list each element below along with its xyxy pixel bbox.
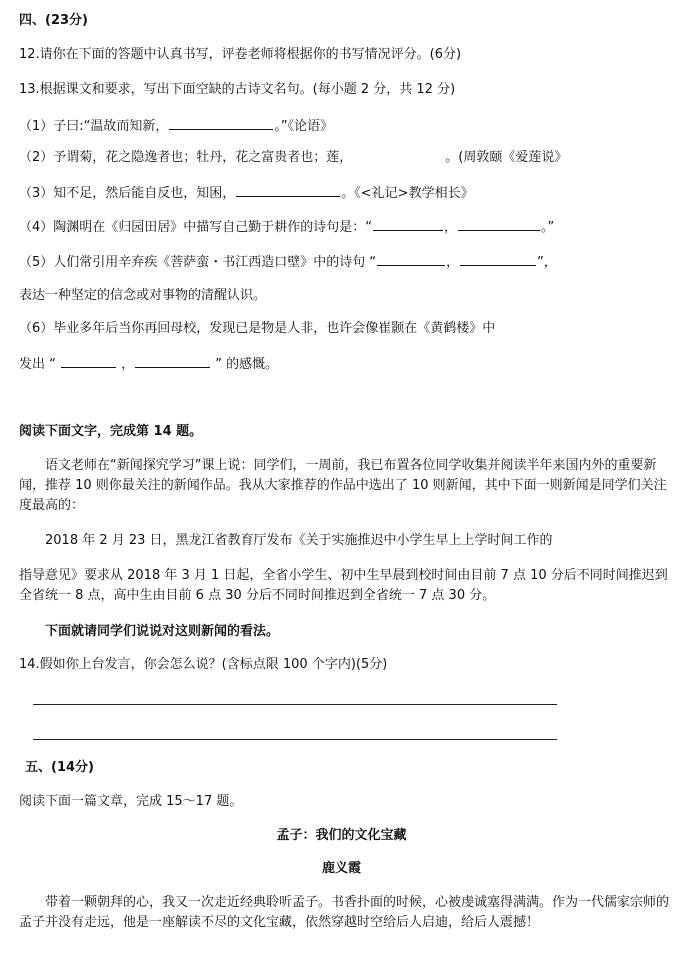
section-4-heading: 四、(23分)	[19, 13, 88, 28]
item-3-source: 。《<礼记>教学相长》	[341, 186, 474, 201]
item-2-text: （2）予谓菊，花之隐逸者也；牡丹，花之富贵者也；莲，	[19, 150, 353, 165]
reading-14-instruction: 阅读下面文字，完成第 14 题。	[19, 424, 203, 439]
answer-blank[interactable]	[377, 251, 445, 266]
item-5-end: ”，	[537, 255, 557, 270]
q13-item-6-continued	[19, 353, 671, 375]
q13-item-3	[19, 182, 671, 204]
item-6-text: 发出 “	[19, 357, 60, 372]
section-5-heading: 五、(14分)	[25, 760, 94, 775]
article-title: 孟子：我们的文化宝藏	[276, 828, 407, 843]
item-4-text: （4）陶渊明在《归园田居》中描写自己勤于耕作的诗句是：“	[19, 220, 373, 235]
item-4-end: 。”	[541, 220, 555, 235]
answer-blank[interactable]	[373, 216, 443, 231]
q13-item-5-continued: 表达一种坚定的信念或对事物的清醒认识。	[19, 288, 267, 303]
item-6-comma: ，	[117, 357, 135, 372]
item-5-comma: ，	[446, 255, 460, 270]
answer-blank[interactable]	[460, 251, 536, 266]
reading-14-paragraph-1: 语文老师在“新闻探究学习”课上说：同学们，一周前，我已布置各位同学收集并阅读半年来国内外的重要新闻，推荐 10 则你最关注的新闻作品。我从大家推荐的作品中选出了 10 则新闻，其中下面一则新闻是同学们关注度最高的：	[19, 458, 667, 513]
item-6-end: ” 的感慨。	[211, 357, 279, 372]
q13-item-6: （6）毕业多年后当你再回母校，发现已是物是人非，也许会像崔颢在《黄鹤楼》中	[19, 321, 496, 336]
item-3-text: （3）知不足，然后能自反也，知困，	[19, 186, 236, 201]
section-5-instruction: 阅读下面一篇文章，完成 15～17 题。	[19, 794, 243, 809]
question-14: 14.假如你上台发言，你会怎么说？(含标点限 100 个字内)(5分)	[19, 657, 388, 672]
item-2-source: 。(周敦颐《爱莲说》	[445, 150, 568, 165]
answer-blank[interactable]	[61, 353, 116, 368]
item-4-comma: ，	[444, 220, 458, 235]
q13-item-1	[19, 115, 671, 137]
article-paragraph-1: 带着一颗朝拜的心，我又一次走近经典聆听孟子。书香扑面的时候，心被虔诚塞得满满。作为一代儒家宗师的孟子并没有走远，他是一座解读不尽的文化宝藏，依然穿越时空给后人启迪，给后人震撼！	[19, 895, 670, 930]
answer-blank[interactable]	[236, 182, 340, 197]
reading-14-paragraph-2: 2018 年 2 月 23 日，黑龙江省教育厅发布《关于实施推迟中小学生早上上学时间工作的	[45, 533, 553, 548]
question-13: 13.根据课文和要求，写出下面空缺的古诗文名句。(每小题 2 分，共 12 分)	[19, 82, 456, 97]
answer-blank[interactable]	[169, 115, 273, 130]
answer-blank[interactable]	[135, 353, 210, 368]
q13-item-2	[19, 148, 671, 168]
reading-14-paragraph-2-continued: 指导意见》要求从 2018 年 3 月 1 日起，全省小学生、初中生早晨到校时间由目前 7 点 10 分后不同时间推迟到全省统一 8 点，高中生由目前 6 点 30 分后不同时间推迟到全省统一 7 点 30 分。	[19, 568, 668, 603]
answer-line[interactable]	[33, 704, 557, 705]
question-12: 12.请你在下面的答题中认真书写，评卷老师将根据你的书写情况评分。(6分)	[19, 47, 462, 62]
answer-blank[interactable]	[458, 216, 540, 231]
q13-item-4	[19, 216, 671, 238]
answer-line[interactable]	[33, 739, 557, 740]
article-author: 鹿义霞	[321, 861, 361, 876]
reading-14-prompt: 下面就请同学们说说对这则新闻的看法。	[45, 624, 280, 639]
q13-item-5	[19, 251, 671, 273]
item-5-text: （5）人们常引用辛弃疾《菩萨蛮・书江西造口壁》中的诗句 “	[19, 255, 377, 270]
item-1-text: （1）子曰:“温故而知新，	[19, 119, 169, 134]
item-1-source: 。”《论语》	[274, 119, 334, 134]
